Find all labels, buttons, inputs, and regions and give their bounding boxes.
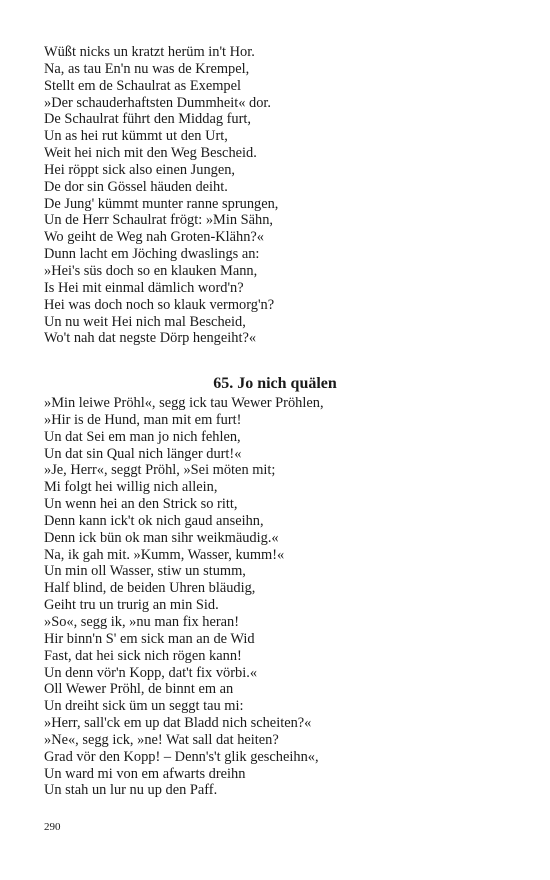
verse-line: Oll Wewer Pröhl, de binnt em an <box>44 681 234 698</box>
section-heading: 65. Jo nich quälen <box>213 375 337 392</box>
verse-line: Na, as tau En'n nu was de Krempel, <box>44 60 250 77</box>
verse-line: De Schaulrat führt den Middag furt, <box>44 111 252 128</box>
verse-line: Fast, dat hei sick nich rögen kann! <box>44 647 242 664</box>
verse-line: Is Hei mit einmal dämlich word'n? <box>44 279 244 296</box>
verse-line: Denn kann ick't ok nich gaud anseihn, <box>44 512 264 529</box>
verse-line: Hei was doch noch so klauk vermorg'n? <box>44 296 275 313</box>
verse-line: Denn ick bün ok man sihr weikmäudig.« <box>44 529 279 546</box>
verse-line: Un dreiht sick üm un seggt tau mi: <box>44 698 244 715</box>
verse-line: Hei röppt sick also einen Jungen, <box>44 161 236 178</box>
verse-line: »Min leiwe Pröhl«, segg ick tau Wewer Pröhlen, <box>44 395 324 411</box>
verse-line: »Je, Herr«, seggt Pröhl, »Sei möten mit; <box>44 462 276 479</box>
verse-line: De Jung' kümmt munter ranne sprungen, <box>44 195 279 212</box>
verse-line: »Herr, sall'ck em up dat Bladd nich scheiten?« <box>44 715 312 732</box>
poem-65 <box>44 395 514 799</box>
verse-line: De dor sin Gössel häuden deiht. <box>44 178 228 195</box>
verse-line: Hir binn'n S' em sick man an de Wid <box>44 630 255 647</box>
verse-line: Un de Herr Schaulrat frögt: »Min Sähn, <box>44 212 273 229</box>
verse-line: Un nu weit Hei nich mal Bescheid, <box>44 313 246 330</box>
verse-line: »Der schauderhaftsten Dummheit« dor. <box>44 94 271 111</box>
poem-continued <box>44 44 514 347</box>
verse-line: Un as hei rut kümmt ut den Urt, <box>44 128 228 145</box>
verse-line: Dunn lacht em Jöching dwaslings an: <box>44 246 260 263</box>
verse-line: Un stah un lur nu up den Paff. <box>44 782 218 799</box>
verse-line: Stellt em de Schaulrat as Exempel <box>44 77 242 94</box>
verse-line: Weit hei nich mit den Weg Bescheid. <box>44 145 257 162</box>
verse-line: Un wenn hei an den Strick so ritt, <box>44 496 238 513</box>
page-number: 290 <box>44 821 61 833</box>
verse-line: Half blind, de beiden Uhren bläudig, <box>44 580 256 597</box>
verse-line: Wo geiht de Weg nah Groten-Klähn?« <box>44 229 265 246</box>
verse-line: Wüßt nicks un kratzt herüm in't Hor. <box>44 44 255 60</box>
verse-line: Na, ik gah mit. »Kumm, Wasser, kumm!« <box>44 546 285 563</box>
verse-line: Un ward mi von em afwarts dreihn <box>44 765 246 782</box>
verse-line: »Hir is de Hund, man mit em furt! <box>44 411 242 428</box>
verse-line: Un dat sin Qual nich länger durt!« <box>44 445 242 462</box>
verse-line: »Ne«, segg ick, »ne! Wat sall dat heiten? <box>44 731 279 748</box>
verse-line: Mi folgt hei willig nich allein, <box>44 479 218 496</box>
verse-line: Un dat Sei em man jo nich fehlen, <box>44 428 241 445</box>
verse-line: Grad vör den Kopp! – Denn's't glik gescheihn«, <box>44 748 319 765</box>
verse-line: Geiht tru un trurig an min Sid. <box>44 597 219 614</box>
verse-line: Un denn vör'n Kopp, dat't fix vörbi.« <box>44 664 258 681</box>
verse-line: Wo't nah dat negste Dörp hengeiht?« <box>44 330 257 347</box>
verse-line: Un min oll Wasser, stiw un stumm, <box>44 563 246 580</box>
verse-line: »So«, segg ik, »nu man fix heran! <box>44 613 240 630</box>
verse-line: »Hei's süs doch so en klauken Mann, <box>44 262 258 279</box>
